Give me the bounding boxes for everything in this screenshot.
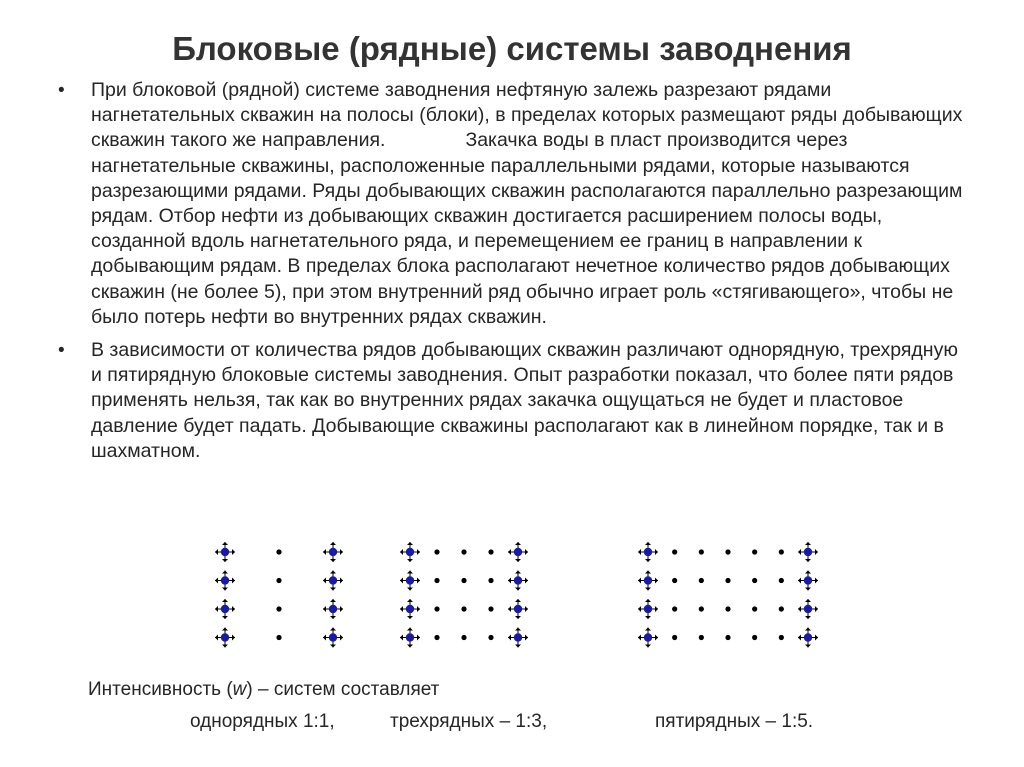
production-well-dot xyxy=(725,635,730,640)
bullet-marker: • xyxy=(58,80,65,101)
ratio-five-row: пятирядных – 1:5. xyxy=(655,711,814,732)
production-well-dot xyxy=(276,635,281,640)
intensity-symbol: w xyxy=(232,679,247,700)
injection-well-icon xyxy=(400,542,420,562)
paragraph-1-text xyxy=(91,78,968,330)
production-well-dot xyxy=(434,606,439,611)
injection-well-icon xyxy=(638,571,658,591)
paragraph-2-text: В зависимости от количества рядов добывающих скважин различают однорядную, трехрядную и пятирядную блоковые системы заводнения. Опыт разработки показал, что более пяти рядов применять нельзя, так как во внутренних рядах закачка ощущаться не будет и пластовое давление будет падать. Добывающие скважины располагают как в линейном порядке, так и в шахматном. xyxy=(91,339,958,462)
production-well-dot xyxy=(672,549,677,554)
production-well-dot xyxy=(725,578,730,583)
intensity-prefix: Интенсивность ( xyxy=(88,679,233,700)
injection-well-icon xyxy=(638,542,658,562)
injection-well-icon xyxy=(215,542,235,562)
injection-well-icon xyxy=(508,542,528,562)
production-well-dot xyxy=(699,549,704,554)
injection-well-icon xyxy=(798,628,818,648)
production-well-dot xyxy=(779,606,784,611)
injection-well-icon xyxy=(215,599,235,619)
five-row-pattern xyxy=(628,535,828,660)
bullet-paragraph-1 xyxy=(58,78,968,330)
production-well-dot xyxy=(672,635,677,640)
production-well-dot xyxy=(276,578,281,583)
injection-well-icon xyxy=(798,599,818,619)
paragraph-1a: При блоковой (рядной) системе заводнения нефтяную залежь разрезают рядами нагнетательных скважин на полосы (блоки), в пределах которых размещают ряды добывающих скважин такого же направления. xyxy=(91,79,963,152)
production-well-dot xyxy=(461,635,466,640)
injection-well-icon xyxy=(323,599,343,619)
production-well-dot xyxy=(699,635,704,640)
production-well-dot xyxy=(725,549,730,554)
three-row-pattern xyxy=(390,535,538,660)
production-well-dot xyxy=(434,635,439,640)
production-well-dot xyxy=(672,578,677,583)
production-well-dot xyxy=(434,549,439,554)
five-row-diagram xyxy=(628,535,828,660)
injection-well-icon xyxy=(323,571,343,591)
injection-well-icon xyxy=(400,571,420,591)
production-well-dot xyxy=(434,578,439,583)
injection-well-icon xyxy=(638,628,658,648)
ratio-single-row: однорядных 1:1, xyxy=(190,711,335,732)
single-row-pattern xyxy=(205,535,353,660)
injection-well-icon xyxy=(798,542,818,562)
slide-title: Блоковые (рядные) системы заводнения xyxy=(172,30,852,67)
production-well-dot xyxy=(461,578,466,583)
intensity-suffix: ) – систем составляет xyxy=(246,679,440,700)
production-well-dot xyxy=(488,578,493,583)
injection-well-icon xyxy=(798,571,818,591)
bullet-paragraph-2 xyxy=(58,338,968,464)
injection-well-icon xyxy=(400,628,420,648)
injection-well-icon xyxy=(215,628,235,648)
injection-well-icon xyxy=(215,571,235,591)
production-well-dot xyxy=(699,578,704,583)
production-well-dot xyxy=(672,606,677,611)
production-well-dot xyxy=(752,549,757,554)
production-well-dot xyxy=(461,606,466,611)
production-well-dot xyxy=(488,549,493,554)
production-well-dot xyxy=(752,635,757,640)
production-well-dot xyxy=(779,635,784,640)
injection-well-icon xyxy=(638,599,658,619)
production-well-dot xyxy=(752,606,757,611)
production-well-dot xyxy=(699,606,704,611)
injection-well-icon xyxy=(400,599,420,619)
production-well-dot xyxy=(725,606,730,611)
injection-well-icon xyxy=(508,599,528,619)
injection-well-icon xyxy=(323,542,343,562)
bullet-marker: • xyxy=(58,340,65,362)
production-well-dot xyxy=(461,549,466,554)
intensity-caption xyxy=(88,679,439,701)
production-well-dot xyxy=(779,549,784,554)
production-well-dot xyxy=(276,606,281,611)
production-well-dot xyxy=(752,578,757,583)
production-well-dot xyxy=(488,635,493,640)
production-well-dot xyxy=(779,578,784,583)
bullet-list xyxy=(58,78,968,464)
injection-well-icon xyxy=(323,628,343,648)
paragraph-1b: Закачка воды в пласт производится через нагнетательные скважины, расположенные параллельными рядами, которые называются разрезающими рядами. Ряды добывающих скважин располагаются параллельно разрезающим рядам. Отбор нефти из добывающих скважин достигается расширением полосы воды, созданной вдоль нагнетательного ряда, и перемещением ее границ в направлении к добывающим рядам. В пределах блока располагают нечетное количество рядов добывающих скважин (не более 5), при этом внутренний ряд обычно играет роль «стягивающего», чтобы не было потерь нефти во внутренних рядах скважин. xyxy=(91,129,963,328)
production-well-dot xyxy=(276,549,281,554)
ratio-three-row: трехрядных – 1:3, xyxy=(390,711,548,732)
production-well-dot xyxy=(488,606,493,611)
single-row-diagram xyxy=(205,535,353,660)
injection-well-icon xyxy=(508,571,528,591)
three-row-diagram xyxy=(390,535,538,660)
injection-well-icon xyxy=(508,628,528,648)
